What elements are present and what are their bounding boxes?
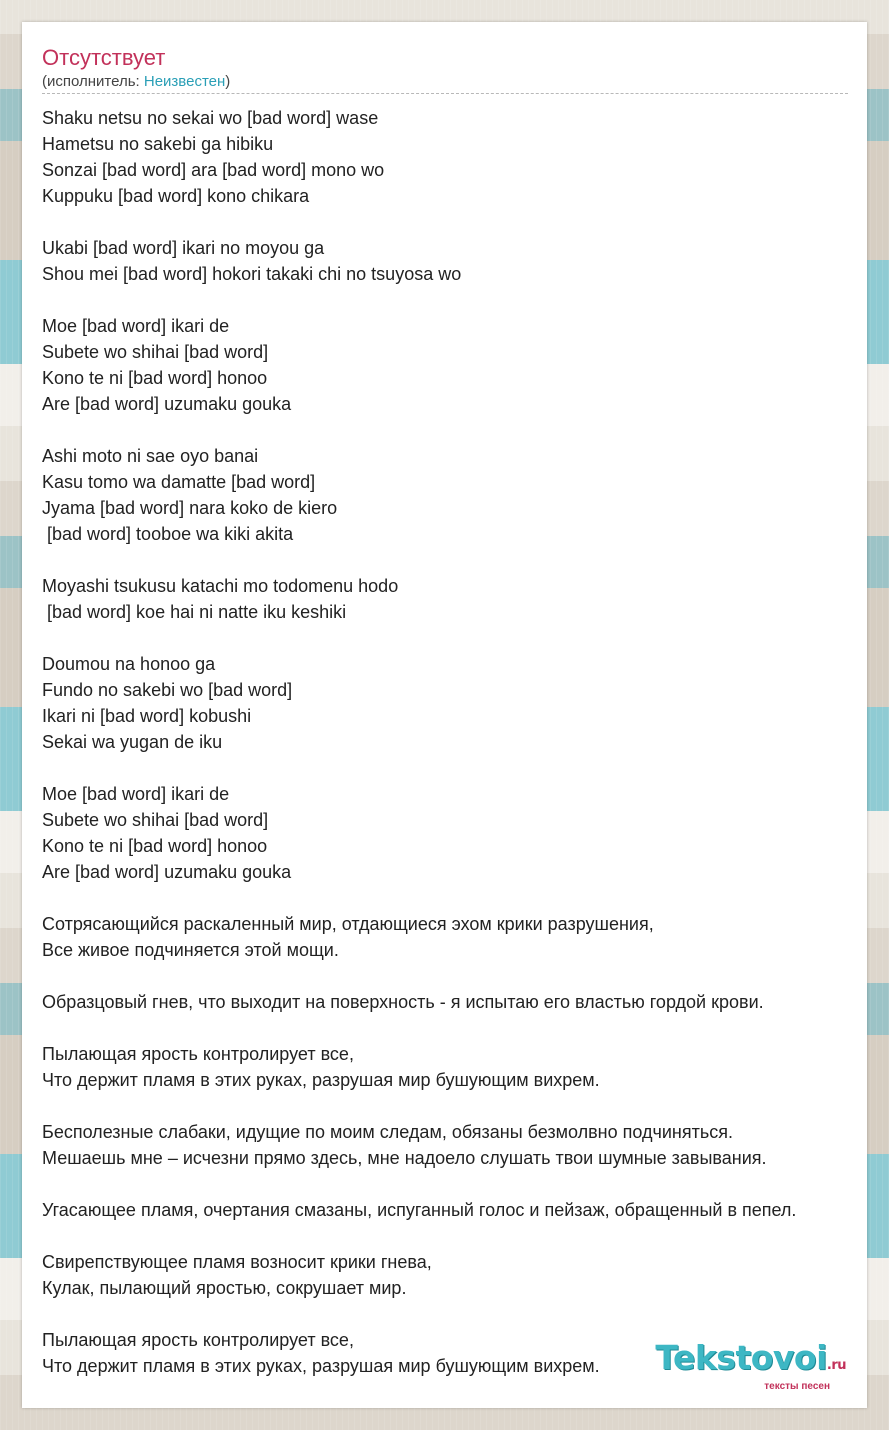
artist-suffix: ) [225, 73, 231, 90]
lyrics-blank-line [42, 209, 867, 235]
lyrics-line: Fundo no sakebi wo [bad word] [42, 680, 293, 700]
lyrics-line: Пылающая ярость контролирует все, [42, 1330, 354, 1350]
lyrics-line: Are [bad word] uzumaku gouka [42, 862, 292, 882]
lyrics-line: Moe [bad word] ikari de [42, 784, 230, 804]
lyrics-line: Shou mei [bad word] hokori takaki chi no tsuyosa wo [42, 264, 462, 284]
logo-tld: .ru [826, 1358, 846, 1373]
lyrics-blank-line [42, 1093, 867, 1119]
lyrics-line: Sekai wa yugan de iku [42, 732, 223, 752]
lyrics-line: Shaku netsu no sekai wo [bad word] wase [42, 108, 379, 128]
lyrics-line: Kasu tomo wa damatte [bad word] [42, 472, 316, 492]
lyrics-blank-line [42, 1015, 867, 1041]
lyrics-blank-line [42, 1301, 867, 1327]
lyrics-line: Sonzai [bad word] ara [bad word] mono wo [42, 160, 385, 180]
lyrics-blank-line [42, 287, 867, 313]
lyrics-line: Бесполезные слабаки, идущие по моим следам, обязаны безмолвно подчиняться. [42, 1122, 733, 1142]
lyrics-line: Subete wo shihai [bad word] [42, 342, 269, 362]
artist-prefix: (исполнитель: [42, 73, 144, 90]
lyrics-blank-line [42, 885, 867, 911]
logo-tagline: тексты песен [764, 1381, 830, 1392]
logo-name: Tekstovoi [655, 1338, 827, 1377]
lyrics-line: Ashi moto ni sae oyo banai [42, 446, 259, 466]
song-title: Отсутствует [42, 45, 166, 70]
lyrics-line: Все живое подчиняется этой мощи. [42, 940, 339, 960]
lyrics-line: Свирепствующее пламя возносит крики гнева, [42, 1252, 432, 1272]
lyrics-line: Kono te ni [bad word] honoo [42, 836, 268, 856]
lyrics-line: Что держит пламя в этих руках, разрушая мир бушующим вихрем. [42, 1070, 600, 1090]
lyrics-line: Kuppuku [bad word] kono chikara [42, 186, 310, 206]
lyrics-line: Угасающее пламя, очертания смазаны, испуганный голос и пейзаж, обращенный в пепел. [42, 1200, 797, 1220]
lyrics-page [22, 22, 867, 1408]
lyrics-blank-line [42, 1171, 867, 1197]
lyrics-line: Kono te ni [bad word] honoo [42, 368, 268, 388]
lyrics-line: Moe [bad word] ikari de [42, 316, 230, 336]
lyrics-line: Moyashi tsukusu katachi mo todomenu hodo [42, 576, 399, 596]
lyrics-line: Пылающая ярость контролирует все, [42, 1044, 354, 1064]
lyrics-line: Сотрясающийся раскаленный мир, отдающиеся эхом крики разрушения, [42, 914, 654, 934]
lyrics-blank-line [42, 963, 867, 989]
lyrics-line: Are [bad word] uzumaku gouka [42, 394, 292, 414]
lyrics-line: Ukabi [bad word] ikari no moyou ga [42, 238, 325, 258]
lyrics-line: Кулак, пылающий яростью, сокрушает мир. [42, 1278, 407, 1298]
lyrics-line: Jyama [bad word] nara koko de kiero [42, 498, 338, 518]
lyrics-line: Что держит пламя в этих руках, разрушая мир бушующим вихрем. [42, 1356, 600, 1376]
lyrics-line: [bad word] koe hai ni natte iku keshiki [42, 602, 347, 622]
lyrics-blank-line [42, 625, 867, 651]
lyrics-blank-line [42, 755, 867, 781]
lyrics-blank-line [42, 417, 867, 443]
lyrics-line: [bad word] tooboe wa kiki akita [42, 524, 294, 544]
lyrics-line: Образцовый гнев, что выходит на поверхность - я испытаю его властью гордой крови. [42, 992, 764, 1012]
site-logo[interactable] [636, 1338, 846, 1392]
lyrics-line: Doumou na honoo ga [42, 654, 216, 674]
lyrics-line: Ikari ni [bad word] kobushi [42, 706, 252, 726]
artist-link[interactable]: Неизвестен [143, 73, 226, 90]
lyrics-line: Subete wo shihai [bad word] [42, 810, 269, 830]
lyrics-text [42, 105, 867, 1379]
song-header [42, 44, 848, 92]
lyrics-blank-line [42, 1223, 867, 1249]
header-divider [42, 93, 848, 94]
artist-line [42, 72, 848, 92]
lyrics-line: Мешаешь мне – исчезни прямо здесь, мне надоело слушать твои шумные завывания. [42, 1148, 767, 1168]
lyrics-blank-line [42, 547, 867, 573]
lyrics-line: Hametsu no sakebi ga hibiku [42, 134, 274, 154]
logo-wordmark [636, 1340, 846, 1384]
